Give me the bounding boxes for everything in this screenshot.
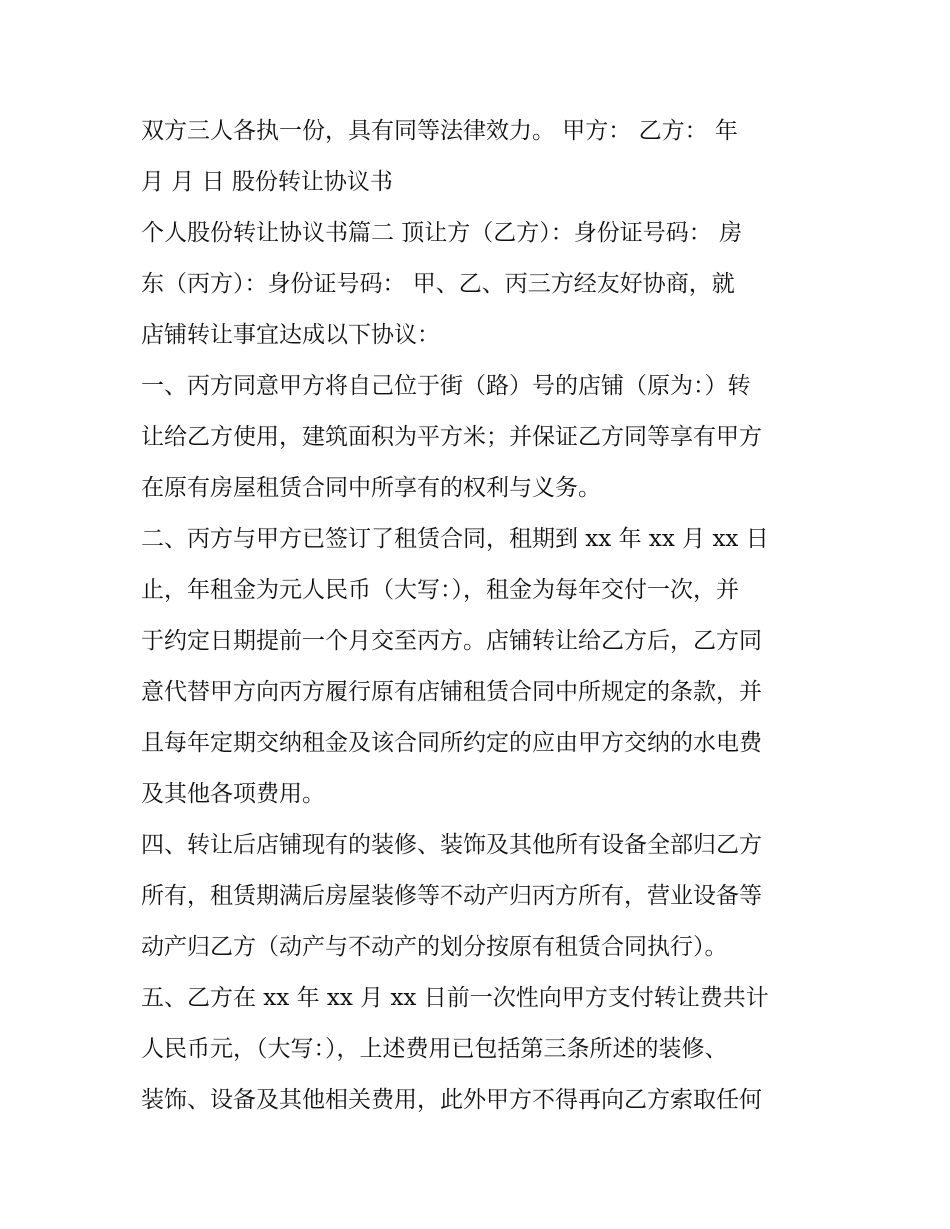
text-line: 店铺转让事宜达成以下协议： [141, 322, 440, 348]
text-line: 装饰、设备及其他相关费用，此外甲方不得再向乙方索取任何 [141, 1087, 762, 1113]
text-line: 让给乙方使用，建筑面积为平方米；并保证乙方同等享有甲方 [141, 424, 762, 450]
text-line: 于约定日期提前一个月交至丙方。店铺转让给乙方后，乙方同 [141, 628, 762, 654]
text-line: 意代替甲方向丙方履行原有店铺租赁合同中所规定的条款，并 [141, 679, 762, 705]
text-line: 四、转让后店铺现有的装修、装饰及其他所有设备全部归乙方 [141, 832, 762, 858]
text-line: 个人股份转让协议书篇二 顶让方（乙方）：身份证号码： 房 [141, 220, 743, 246]
text-line: 五、乙方在 xx 年 xx 月 xx 日前一次性向甲方支付转让费共计 [141, 985, 769, 1011]
text-line: 二、丙方与甲方已签订了租赁合同，租期到 xx 年 xx 月 xx 日 [141, 526, 769, 552]
text-line: 动产归乙方（动产与不动产的划分按原有租赁合同执行）。 [141, 934, 728, 960]
text-line: 在原有房屋租赁合同中所享有的权利与义务。 [141, 475, 601, 501]
text-line: 双方三人各执一份，具有同等法律效力。 甲方： 乙方： 年 [141, 118, 738, 144]
text-line: 一、丙方同意甲方将自己位于街（路）号的店铺（原为：）转 [141, 373, 751, 399]
text-line: 月 月 日 股份转让协议书 [141, 169, 393, 195]
text-line: 且每年定期交纳租金及该合同所约定的应由甲方交纳的水电费 [141, 730, 762, 756]
text-line: 及其他各项费用。 [141, 781, 325, 807]
text-line: 东（丙方）：身份证号码： 甲、乙、丙三方经友好协商，就 [141, 271, 735, 297]
text-line: 止，年租金为元人民币（大写：），租金为每年交付一次，并 [141, 577, 739, 603]
text-line: 人民币元，（大写：），上述费用已包括第三条所述的装修、 [141, 1036, 728, 1062]
text-line: 所有，租赁期满后房屋装修等不动产归丙方所有，营业设备等 [141, 883, 762, 909]
